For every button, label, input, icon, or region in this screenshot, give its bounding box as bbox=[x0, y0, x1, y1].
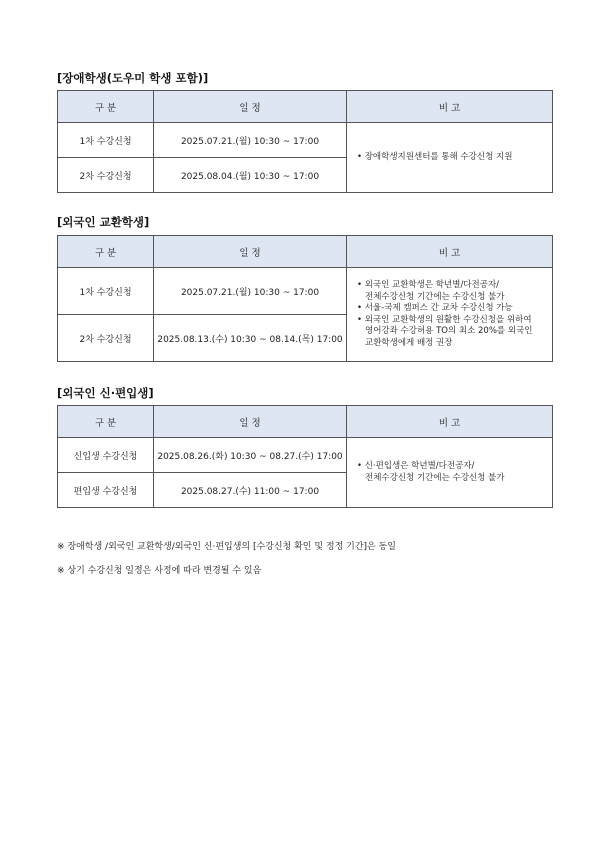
header-schedule: 일 정 bbox=[154, 406, 347, 438]
row-label: 2차 수강신청 bbox=[58, 158, 154, 193]
table-header-row bbox=[58, 236, 553, 268]
remarks-cell bbox=[347, 438, 553, 508]
remarks-cell bbox=[347, 268, 553, 362]
footnote-subject-to-change: ※ 상기 수강신청 일정은 사정에 따라 변경될 수 있음 bbox=[57, 566, 262, 576]
remark-line: 전체수강신청 기간에는 수강신청 불가 bbox=[365, 291, 505, 302]
remark-line: • 장애학생지원센터를 통해 수강신청 지원 bbox=[357, 151, 513, 162]
row-schedule: 2025.07.21.(월) 10:30 ~ 17:00 bbox=[154, 268, 347, 315]
footnote-same-period: ※ 장애학생 /외국인 교환학생/외국인 신·편입생의 [수강신청 확인 및 정정 기간]은 동일 bbox=[57, 542, 397, 552]
remark-line: • 서울-국제 캠퍼스 간 교차 수강신청 가능 bbox=[357, 303, 513, 313]
header-remarks: 비 고 bbox=[347, 91, 553, 123]
row-schedule: 2025.07.21.(월) 10:30 ~ 17:00 bbox=[154, 123, 347, 158]
header-category: 구 분 bbox=[58, 406, 154, 438]
row-label: 1차 수강신청 bbox=[58, 123, 154, 158]
table-header-row bbox=[58, 91, 553, 123]
schedule-table-new-transfer-students bbox=[57, 405, 553, 508]
remark-line: 교환학생에게 배정 권장 bbox=[365, 337, 453, 348]
remark-line: • 신·편입생은 학년별/다전공자/ bbox=[357, 461, 475, 471]
row-label: 2차 수강신청 bbox=[58, 315, 154, 362]
row-schedule: 2025.08.26.(화) 10:30 ~ 08.27.(수) 17:00 bbox=[154, 438, 347, 473]
header-category: 구 분 bbox=[58, 91, 154, 123]
header-category: 구 분 bbox=[58, 236, 154, 268]
header-remarks: 비 고 bbox=[347, 406, 553, 438]
table-row bbox=[58, 123, 553, 158]
row-label: 1차 수강신청 bbox=[58, 268, 154, 315]
table-header-row bbox=[58, 406, 553, 438]
section-title-disabled-students: [장애학생(도우미 학생 포함)] bbox=[57, 71, 209, 85]
table-row bbox=[58, 438, 553, 473]
table-row bbox=[58, 268, 553, 315]
remarks-cell bbox=[347, 123, 553, 193]
section-title-exchange-students: [외국인 교환학생] bbox=[57, 215, 150, 229]
row-schedule: 2025.08.13.(수) 10:30 ~ 08.14.(목) 17:00 bbox=[154, 315, 347, 362]
header-schedule: 일 정 bbox=[154, 236, 347, 268]
header-schedule: 일 정 bbox=[154, 91, 347, 123]
row-schedule: 2025.08.27.(수) 11:00 ~ 17:00 bbox=[154, 473, 347, 508]
remark-line: • 외국인 교환학생의 원활한 수강신청을 위하여 bbox=[357, 314, 532, 325]
remark-line: 전체수강신청 기간에는 수강신청 불가 bbox=[365, 472, 505, 483]
row-schedule: 2025.08.04.(월) 10:30 ~ 17:00 bbox=[154, 158, 347, 193]
row-label: 편입생 수강신청 bbox=[58, 473, 154, 508]
row-label: 신입생 수강신청 bbox=[58, 438, 154, 473]
schedule-table-disabled-students bbox=[57, 90, 553, 193]
header-remarks: 비 고 bbox=[347, 236, 553, 268]
remark-line: • 외국인 교환학생은 학년별/다전공자/ bbox=[357, 280, 500, 290]
remark-line: 영어강좌 수강허용 TO의 최소 20%를 외국인 bbox=[365, 326, 533, 336]
schedule-table-exchange-students bbox=[57, 235, 553, 362]
section-title-new-transfer-students: [외국인 신·편입생] bbox=[57, 386, 154, 400]
